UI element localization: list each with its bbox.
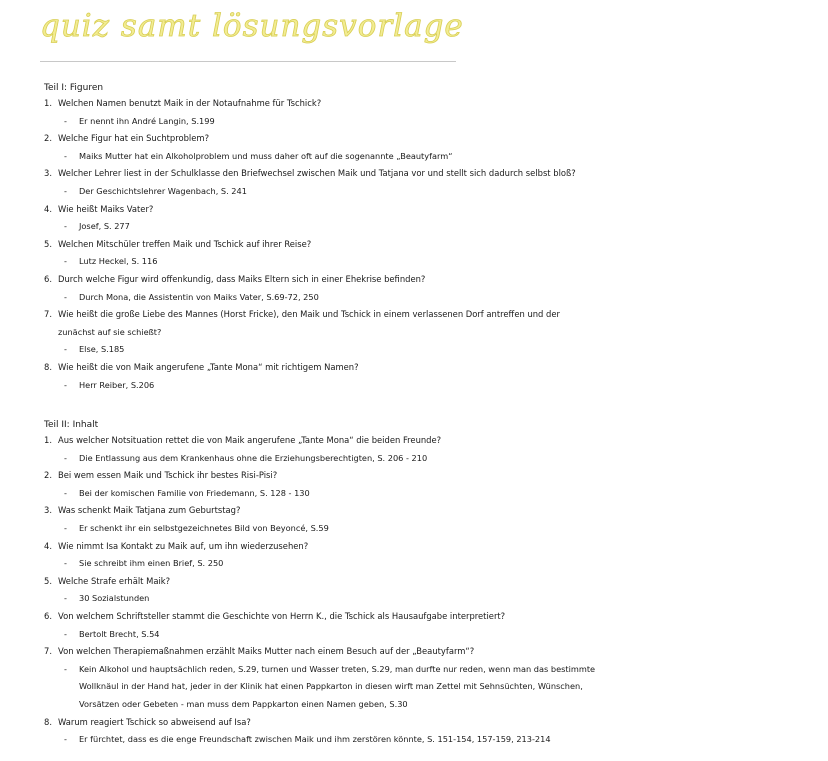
title-underline	[40, 61, 456, 62]
answer-text: Lutz Heckel, S. 116	[79, 256, 158, 267]
answer-text: Der Geschichtslehrer Wagenbach, S. 241	[79, 185, 247, 196]
quiz-item: 1. Aus welcher Notsituation rettet die von Maik angerufene „Tante Mona“ die beiden Freunde? - Die Entlassung aus dem Krankenhaus ohne die Erziehungsberechtigten, S. 206 - 210	[44, 432, 814, 467]
section-figuren	[44, 81, 814, 394]
quiz-item: 2. Bei wem essen Maik und Tschick ihr bestes Risi-Pisi? - Bei der komischen Familie von Friedemann, S. 128 - 130	[44, 467, 814, 502]
question-text: Durch welche Figur wird offenkundig, dass Maiks Eltern sich in einer Ehekrise befinden?	[58, 273, 426, 284]
question-number: 1.	[44, 98, 52, 108]
question-text-continued: zunächst auf sie schießt?	[58, 326, 162, 337]
question-number: 1.	[44, 435, 52, 445]
section-heading: Teil II: Inhalt	[44, 420, 99, 430]
question-number: 6.	[44, 610, 52, 621]
quiz-item: 2. Welche Figur hat ein Suchtproblem? - Maiks Mutter hat ein Alkoholproblem und muss daher oft auf die sogenannte „Beautyfarm“	[44, 130, 814, 165]
question-text: Wie heißt Maiks Vater?	[58, 203, 154, 214]
quiz-item: 6. Durch welche Figur wird offenkundig, dass Maiks Eltern sich in einer Ehekrise befinden? - Durch Mona, die Assistentin von Maiks Vater, S.69-72, 250	[44, 271, 814, 306]
quiz-item: 6. Von welchem Schriftsteller stammt die Geschichte von Herrn K., die Tschick als Hausaufgabe interpretiert? - Bertolt Brecht, S.54	[44, 608, 814, 643]
answer-text: Maiks Mutter hat ein Alkoholproblem und muss daher oft auf die sogenannte „Beautyfarm“	[79, 150, 453, 161]
quiz-item: 3. Was schenkt Maik Tatjana zum Geburtstag? - Er schenkt ihr ein selbstgezeichnetes Bild von Beyoncé, S.59	[44, 502, 814, 537]
question-text: Was schenkt Maik Tatjana zum Geburtstag?	[58, 505, 241, 516]
question-number: 3.	[44, 168, 52, 179]
answer-text: Bertolt Brecht, S.54	[79, 628, 160, 639]
question-number: 2.	[44, 133, 52, 144]
answer-text: Er nennt ihn André Langin, S.199	[79, 115, 215, 126]
question-number: 8.	[44, 361, 52, 372]
quiz-item: 4. Wie nimmt Isa Kontakt zu Maik auf, um ihn wiederzusehen? - Sie schreibt ihm einen Brief, S. 250	[44, 538, 814, 573]
question-text: Welche Strafe erhält Maik?	[58, 575, 171, 586]
question-text: Welchen Mitschüler treffen Maik und Tschick auf ihrer Reise?	[58, 238, 312, 249]
question-text: Wie nimmt Isa Kontakt zu Maik auf, um ihn wiederzusehen?	[58, 540, 309, 551]
question-number: 7.	[44, 309, 52, 320]
question-text: Wie heißt die von Maik angerufene „Tante Mona“ mit richtigem Namen?	[58, 361, 359, 372]
question-number: 6.	[44, 273, 52, 284]
quiz-item: 7. Von welchen Therapiemaßnahmen erzählt Maiks Mutter nach einem Besuch auf der „Beautyfarm“? - Kein Alkohol und hauptsächlich reden, S.29, turnen und Wasser treten, S.29, man durfte nur reden, wenn man das bestimmte Wollknäul in der Hand hat, jeder in der Klinik hat einen Pappkarton in diesen wirft man Zettel mit Sehnsüchten, Wünschen, Vorsätzen oder Gebeten - man muss dem Pappkarton einen Namen geben, S.30	[44, 643, 814, 713]
quiz-item: 1. Welchen Namen benutzt Maik in der Notaufnahme für Tschick? - Er nennt ihn André Langin, S.199	[44, 95, 814, 130]
answer-text: Herr Reiber, S.206	[79, 379, 155, 390]
question-text: Welche Figur hat ein Suchtproblem?	[58, 133, 210, 144]
section-inhalt	[44, 418, 814, 749]
page-title: quiz samt lösungsvorlage	[40, 8, 464, 44]
answer-text: Die Entlassung aus dem Krankenhaus ohne die Erziehungsberechtigten, S. 206 - 210	[79, 452, 428, 463]
question-number: 5.	[44, 238, 52, 249]
answer-text: 30 Sozialstunden	[79, 593, 150, 604]
question-number: 2.	[44, 470, 52, 481]
quiz-item: 5. Welche Strafe erhält Maik? - 30 Sozialstunden	[44, 573, 814, 608]
quiz-item: 8. Wie heißt die von Maik angerufene „Tante Mona“ mit richtigem Namen? - Herr Reiber, S.206	[44, 359, 814, 394]
answer-text: Er schenkt ihr ein selbstgezeichnetes Bild von Beyoncé, S.59	[79, 522, 329, 533]
question-text: Von welchem Schriftsteller stammt die Geschichte von Herrn K., die Tschick als Hausaufgabe interpretiert?	[58, 610, 506, 621]
answer-text: Else, S.185	[79, 344, 125, 355]
answer-text: Sie schreibt ihm einen Brief, S. 250	[79, 558, 224, 569]
quiz-item: 5. Welchen Mitschüler treffen Maik und Tschick auf ihrer Reise? - Lutz Heckel, S. 116	[44, 236, 814, 271]
answer-text: Josef, S. 277	[79, 221, 130, 232]
quiz-item: 7. Wie heißt die große Liebe des Mannes (Horst Fricke), den Maik und Tschick in einem verlassenen Dorf antreffen und der zunächst auf sie schießt? - Else, S.185	[44, 306, 814, 359]
question-number: 8.	[44, 716, 52, 727]
question-number: 3.	[44, 505, 52, 516]
answer-text-continued: Vorsätzen oder Gebeten - man muss dem Pappkarton einen Namen geben, S.30	[79, 698, 408, 709]
question-text: Welcher Lehrer liest in der Schulklasse den Briefwechsel zwischen Maik und Tatjana vor und stellt sich dadurch selbst bloß?	[58, 168, 576, 179]
question-text: Aus welcher Notsituation rettet die von Maik angerufene „Tante Mona“ die beiden Freunde?	[58, 435, 442, 445]
question-text: Wie heißt die große Liebe des Mannes (Horst Fricke), den Maik und Tschick in einem verlassenen Dorf antreffen und der	[58, 309, 560, 320]
quiz-item: 4. Wie heißt Maiks Vater? - Josef, S. 277	[44, 201, 814, 236]
answer-text: Bei der komischen Familie von Friedemann, S. 128 - 130	[79, 487, 310, 498]
quiz-item: 3. Welcher Lehrer liest in der Schulklasse den Briefwechsel zwischen Maik und Tatjana vor und stellt sich dadurch selbst bloß? - Der Geschichtslehrer Wagenbach, S. 241	[44, 165, 814, 200]
answer-text-continued: Wollknäul in der Hand hat, jeder in der Klinik hat einen Pappkarton in diesen wirft man Zettel mit Sehnsüchten, Wünschen,	[79, 681, 583, 692]
quiz-item: 8. Warum reagiert Tschick so abweisend auf Isa? - Er fürchtet, dass es die enge Freundschaft zwischen Maik und ihm zerstören könnte, S. 151-154, 157-159, 213-214	[44, 714, 814, 749]
question-number: 4.	[44, 203, 52, 214]
question-text: Welchen Namen benutzt Maik in der Notaufnahme für Tschick?	[58, 98, 322, 108]
answer-text: Er fürchtet, dass es die enge Freundschaft zwischen Maik und ihm zerstören könnte, S. 151-154, 157-159, 213-214	[79, 734, 551, 745]
question-number: 7.	[44, 646, 52, 657]
question-text: Bei wem essen Maik und Tschick ihr bestes Risi-Pisi?	[58, 470, 278, 481]
answer-text: Kein Alkohol und hauptsächlich reden, S.29, turnen und Wasser treten, S.29, man durfte nur reden, wenn man das bestimmte	[79, 663, 596, 674]
question-text: Warum reagiert Tschick so abweisend auf Isa?	[58, 716, 251, 727]
answer-text: Durch Mona, die Assistentin von Maiks Vater, S.69-72, 250	[79, 291, 319, 302]
question-text: Von welchen Therapiemaßnahmen erzählt Maiks Mutter nach einem Besuch auf der „Beautyfarm“?	[58, 646, 475, 657]
question-number: 5.	[44, 575, 52, 586]
question-number: 4.	[44, 540, 52, 551]
section-heading: Teil I: Figuren	[44, 83, 104, 93]
